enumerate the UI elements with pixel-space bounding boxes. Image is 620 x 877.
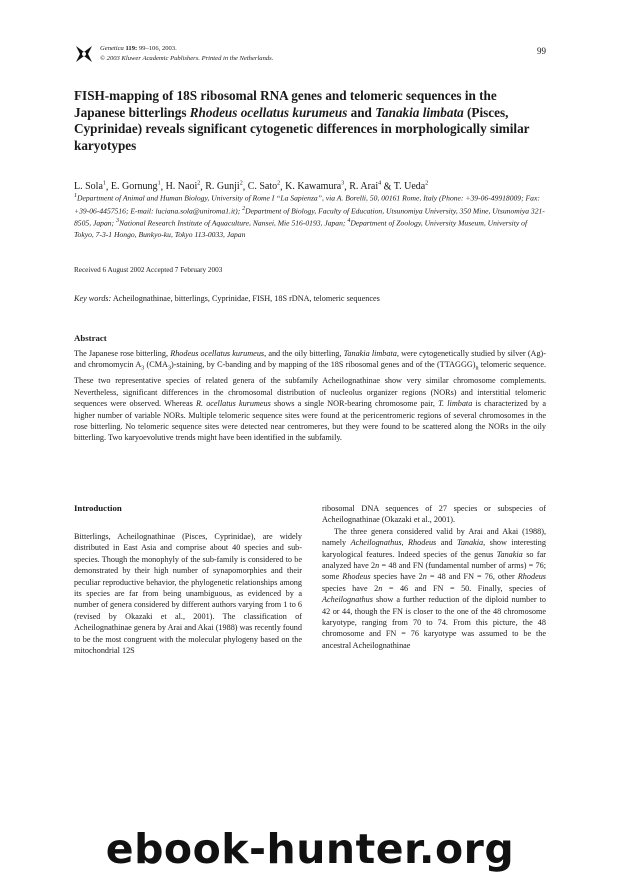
paragraph: ribosomal DNA sequences of 27 species or subspecies of Acheilognathinae (Okazaki et al., 2001). (322, 504, 546, 525)
keywords-list: Acheilognathinae, bitterlings, Cyprinidae, FISH, 18S rDNA, telomeric sequences (111, 294, 380, 303)
introduction-right-column (322, 503, 546, 651)
author: E. Gornung$^1$ (110, 181, 161, 193)
author-list: L. Sola$^1$, E. Gornung$^1$, H. Naoi$^2$, R. Gunji$^2$, C. Sato$^2$, K. Kawamura$^3$, R. Arai$^4$ & T. Ueda$^2$ (74, 181, 429, 193)
author: R. Arai$^4$ (349, 181, 382, 193)
watermark-text: ebook-hunter.org (105, 825, 515, 873)
author: R. Gunji$^2$ (205, 181, 243, 193)
journal-citation (100, 44, 273, 63)
journal-header (74, 44, 546, 68)
keywords-label: Key words: (74, 294, 112, 303)
title-species-2: Tanakia limbata (375, 104, 464, 120)
author: T. Ueda$^2$ (393, 181, 429, 193)
abstract-heading: Abstract (74, 333, 107, 343)
author: K. Kawamura$^3$ (285, 181, 345, 193)
copyright-line: © 2003 Kluwer Academic Publishers. Printed in the Netherlands. (100, 54, 274, 62)
keywords (74, 294, 546, 303)
page-number: 99 (537, 46, 546, 56)
introduction-left-column: Bitterlings, Acheilognathinae (Pisces, Cyprinidae), are widely distributed in East Asia and comprise about 40 species and sub-species. Though the monophyly of the sub-family is considered to be demonstrated by their high number of synapomorphies and their peculiar reproductive behavior, the phylogenetic relationships among its species are far from being unambiguous, as evidenced by a number of genera considered by different authors varying from 1 to 6 (revised by Okazaki et al., 2001). The classification of Acheilognathinae genera by Arai and Akai (1988) was recently found to be the most congruent with the molecular phylogeny based on the mitochondrial 12S (74, 532, 302, 656)
journal-pages: 99–106, 2003. (138, 45, 177, 52)
paper-title: FISH-mapping of 18S ribosomal RNA genes and telomeric sequences in the Japanese bitterlings Rhodeus ocellatus kurumeus and Tanakia limbata (Pisces, Cyprinidae) reveals significant cytogenetic differences in morphologically similar karyotypes (74, 88, 530, 153)
author: H. Naoi$^2$ (165, 181, 201, 193)
author: C. Sato$^2$ (247, 181, 281, 193)
journal-volume: 119: (125, 45, 138, 52)
author: L. Sola$^1$ (74, 181, 106, 193)
received-dates: Received 6 August 2002 Accepted 7 February 2003 (74, 266, 223, 274)
journal-name: Genetica (100, 45, 124, 52)
introduction-heading: Introduction (74, 503, 122, 513)
publisher-logo-icon (74, 44, 94, 64)
abstract-text: The Japanese rose bitterling, Rhodeus ocellatus kurumeus, and the oily bitterling, Tanakia limbata, were cytogenetically studied by silver (Ag)- and chromomycin $A_3$ $(CMA_3)$-staining, by C-banding and by mapping of the 18S ribosomal genes and of the $(TTAGGG)_n$ telomeric sequence. These two representative species of related genera of the subfamily Acheilognathinae show very similar chromosome complements. Nevertheless, significant differences in the chromosomal distribution of nucleolus organizer regions (NORs) and interstitial telomeric sequences were observed. Whereas R. ocellatus kurumeus shows a single NOR-bearing chromosome pair, T. limbata is characterized by a higher number of variable NORs. Multiple telomeric sequence sites were found at the pericentromeric regions of several chromosomes in the rose bitterling. No telomeric sequence sites were detected near centromeres, but they were found to be scattered along the NORs in the oily bitterling. Two karyoevolutive trends might have been identified in the subfamily. (74, 349, 547, 443)
affiliations: $^1$Department of Animal and Human Biology, University of Rome I “La Sapienza”, via A. Borelli, 50, 00161 Rome, Italy (Phone: +39-06-49918009; Fax: +39-06-4457516; E-mail: luciana.sola@uniroma1.it); $^2$Department of Biology, Faculty of Education, Utsunomiya University, 350 Mine, Utsunomiya 321-8505, Japan; $^3$National Research Institute of Aquaculture, Nansei, Mie 516-0193, Japan; $^4$Department of Zoology, University Museum, University of Tokyo, 7-3-1 Hongo, Bunkyo-ku, Tokyo 113-0033, Japan (74, 193, 545, 240)
paragraph: The three genera considered valid by Arai and Akai (1988), namely Acheilognathus, Rhodeus and Tanakia, show interesting karyological features. Indeed species of the genus Tanakia so far analyzed have 2n = 48 and FN (fundamental number of arms) = 76; some Rhodeus species have 2n = 48 and FN = 76, other Rhodeus species have 2n = 46 and FN = 50. Finally, species of Acheilognathus show a further reduction of the diploid number to 42 or 44, though the FN is closer to the one of the 48 chromosome karyotype, ranging from 70 to 74. From this picture, the 48 chromosome and FN = 76 karyotype was assumed to be the ancestral Acheilognathinae (322, 526, 546, 650)
title-species-1: Rhodeus ocellatus kurumeus (189, 104, 348, 120)
